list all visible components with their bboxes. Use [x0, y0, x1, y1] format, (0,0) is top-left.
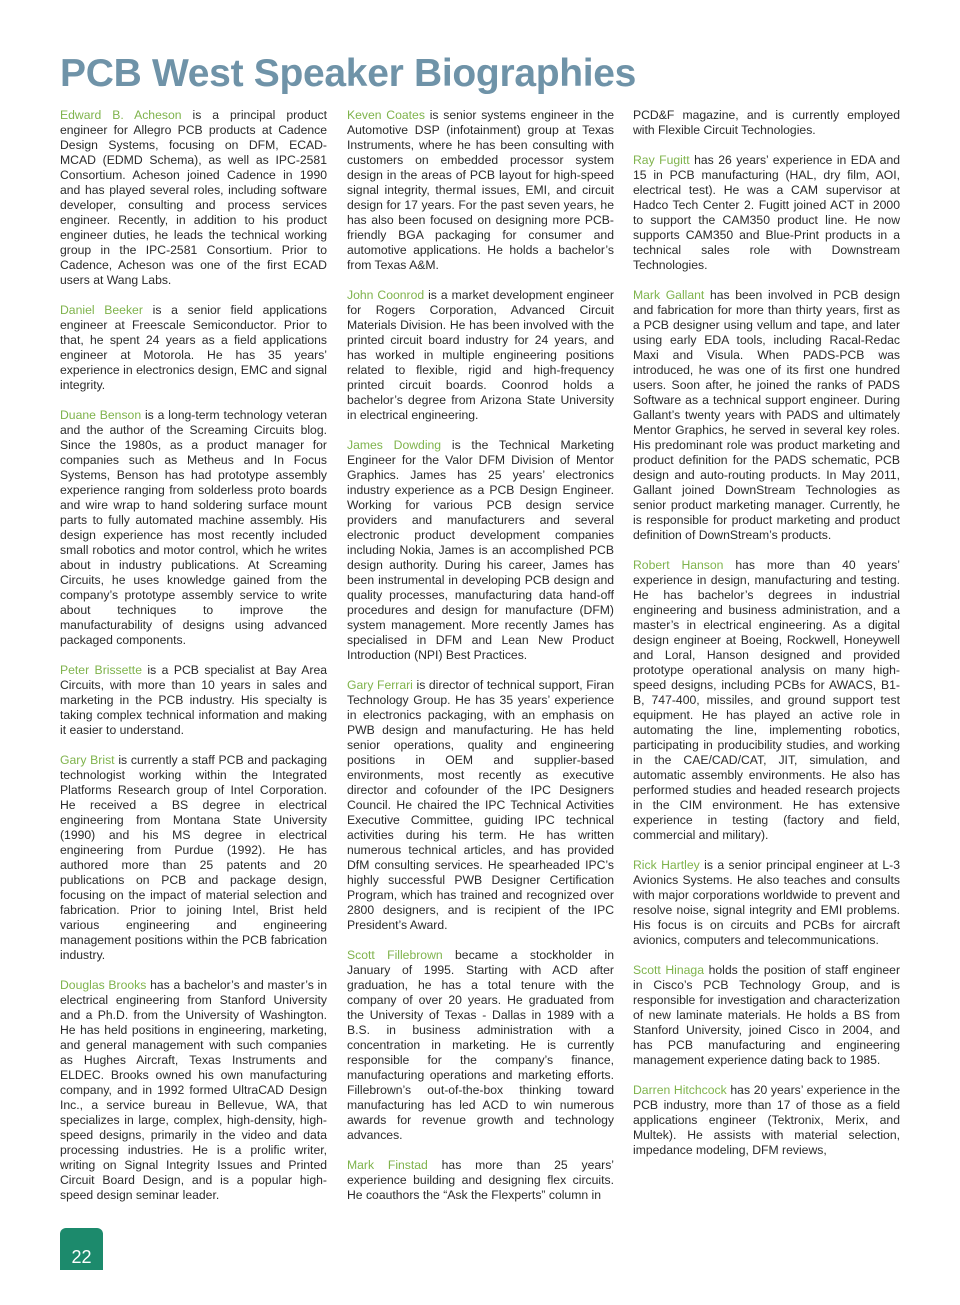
speaker-bio — [347, 108, 614, 273]
speaker-bio — [347, 438, 614, 663]
speaker-name: Robert Hanson — [633, 558, 724, 572]
speaker-name: Scott Fillebrown — [347, 948, 443, 962]
speaker-name: Darren Hitchcock — [633, 1083, 727, 1097]
speaker-name: Edward B. Acheson — [60, 108, 182, 122]
speaker-bio-text: has been involved in PCB design and fabrication for more than thirty years, first as a PCB designer using vellum and tape, and later using early EDA tools, including Racal-Redac Maxi and Visula. When PADS-PCB was introduced, he was one of its first one hundred users. Soon after, he joined the ranks of PADS Software as a technical support engineer. During Gallant’s twenty years with PADS and ultimately Mentor Graphics, he served in several key roles. His predominant role was product marketing and product definition for the PADS schematic, PCB design and auto-routing products. In May 2011, Gallant joined DownStream Technologies as senior product marketing manager. Currently, he is responsible for product marketing and product definition of DownStream’s products. — [633, 288, 900, 542]
speaker-bio — [60, 108, 327, 288]
speaker-bio — [633, 1083, 900, 1158]
speaker-name: Scott Hinaga — [633, 963, 704, 977]
speaker-bio-text: is a senior principal engineer at L-3 Avionics Systems. He also teaches and consults with major corporations worldwide to prevent and resolve noise, signal integrity and EMI problems. His focus is on circuits and PCBs for aircraft avionics, computers and telecommunications. — [633, 858, 901, 947]
speaker-name: Mark Finstad — [347, 1158, 428, 1172]
speaker-bio-text: is the Technical Marketing Engineer for the Valor DFM Division of Mentor Graphics. James has 25 years’ electronics industry experience as a PCB Design Engineer. Working for various PCB design service providers and manufacturers and several electronic product development companies including Nokia, James is an accomplished PCB design authority. During his career, James has been instrumental in developing PCB design and quality processes, manufacturing data hand-off procedures and design for manufacture (DFM) system management. More recently James has specialised in DFM and Lean New Product Introduction (NPI) Best Practices. — [347, 438, 614, 662]
speaker-name: John Coonrod — [347, 288, 425, 302]
speaker-bio — [633, 858, 900, 948]
speaker-bio — [60, 978, 327, 1203]
speaker-bio — [633, 108, 900, 138]
column-3 — [633, 108, 900, 1173]
speaker-name: Gary Brist — [60, 753, 115, 767]
speaker-bio — [633, 558, 900, 843]
speaker-bio-text: PCD&F magazine, and is currently employed with Flexible Circuit Technologies. — [633, 108, 900, 137]
speaker-bio-text: is senior systems engineer in the Automotive DSP (infotainment) group at Texas Instruments, where he has been consulting with customers on embedded processor system design in the areas of PCB layout for high-speed signal integrity, thermal issues, EMI, and circuit design for 17 years. For the past seven years, he has also been focused on designing more PCB-friendly BGA packaging for consumer and automotive applications. He holds a bachelor’s from Texas A&M. — [347, 108, 615, 272]
speaker-name: Douglas Brooks — [60, 978, 147, 992]
speaker-bio — [347, 1158, 614, 1203]
speaker-bio-text: has more than 25 years’ experience building and designing flex circuits. He coauthors the “Ask the Flexperts” column in — [347, 1158, 614, 1202]
speaker-name: James Dowding — [347, 438, 442, 452]
speaker-name: Rick Hartley — [633, 858, 700, 872]
speaker-name: Keven Coates — [347, 108, 425, 122]
speaker-bio-text: is currently a staff PCB and packaging technologist working within the Integrated Platforms Research group of Intel Corporation. He received a BS degree in electrical engineering from Montana State University (1990) and his MS degree in electrical engineering from Purdue (1992). He has authored more than 25 patents and 20 publications on PCB and package design, focusing on the impact of material selection and fabrication. Prior to joining Intel, Brist held various engineering and engineering management positions within the PCB fabrication industry. — [60, 753, 327, 962]
column-2 — [347, 108, 614, 1218]
speaker-bio — [60, 663, 327, 738]
speaker-bio — [347, 678, 614, 933]
speaker-bio — [347, 948, 614, 1143]
speaker-name: Peter Brissette — [60, 663, 142, 677]
speaker-name: Ray Fugitt — [633, 153, 690, 167]
speaker-bio — [60, 753, 327, 963]
speaker-bio-text: is a long-term technology veteran and the author of the Screaming Circuits blog. Since the 1980s, as a product manager for companies such as Metheus and In Focus Systems, Benson has had prototype assembly experience ranging from solderless proto boards and wire wrap to hand soldering surface mount parts to fully automated machine assembly. His design experience has most recently included small robotics and motor control, which he writes about in industry publications. At Screaming Circuits, he uses knowledge gained from the company’s prototype assembly service to write about techniques to improve the manufacturability of designs using advanced packaged components. — [60, 408, 328, 647]
speaker-bio-text: has more than 40 years’ experience in design, manufacturing and testing. He has bachelor’s degrees in industrial engineering and business administration, and a master’s in electrical engineering. As a digital design engineer at Boeing, Rockwell, Honeywell and Loral, Hanson designed and provided prototype operational analysis on many high-speed designs, including PCBs for AWACS, B1-B, 747-400, missiles, and ground support test equipment. He has played an active role in automating the line, implementing robotics, participating in producibility studies, and working in the CAE/CAD/CAT, JIT, simulation, and automatic assembly environments. He also has performed studies and headed research projects in the CIM environment. He has extensive experience in testing (factory and field, commercial and military). — [633, 558, 900, 842]
speaker-bio — [60, 408, 327, 648]
speaker-bio — [633, 153, 900, 273]
speaker-name: Duane Benson — [60, 408, 142, 422]
speaker-name: Gary Ferrari — [347, 678, 413, 692]
speaker-bio-text: holds the position of staff engineer in Cisco’s PCB Technology Group, and is responsible for investigation and characterization of new laminate materials. He holds a BS from Stanford University, joined Cisco in 2004, and has PCB manufacturing and engineering management experience dating back to 1985. — [633, 963, 901, 1067]
speaker-bio-text: is a market development engineer for Rogers Corporation, Advanced Circuit Materials Division. He has been involved with the printed circuit board industry for 24 years, and has worked in multiple engineering positions related to flexible, rigid and high-frequency printed circuit boards. Coonrod holds a bachelor’s degree from Arizona State University in electrical engineering. — [347, 288, 614, 422]
speaker-bio-text: is a PCB specialist at Bay Area Circuits, with more than 10 years in sales and marketing in the PCB industry. His specialty is taking complex technical information and making it easier to understand. — [60, 663, 328, 737]
speaker-bio-text: became a stockholder in January of 1995. Starting with ACD after graduation, he has a total tenure with the company of over 20 years. He graduated from the University of Texas - Dallas in 1989 with a B.S. in business administration with a concentration in marketing. He is currently responsible for the company’s finance, manufacturing operations and marketing efforts. Fillebrown’s out-of-the-box thinking toward manufacturing has led ACD to win numerous awards for revenue growth and technology advances. — [347, 948, 615, 1142]
page-number: 22 — [71, 1247, 92, 1267]
speaker-name: Daniel Beeker — [60, 303, 143, 317]
speaker-bio-text: is a principal product engineer for Allegro PCB products at Cadence Design Systems, focusing on DFM, ECAD-MCAD (EDMD Schema), as well as IPC-2581 Consortium. Acheson joined Cadence in 1990 and has played several roles, including software developer, consulting and process services engineer. Recently, in addition to his product engineer duties, he leads the technical working group in the IPC-2581 Consortium. Prior to Cadence, Acheson was one of the first ECAD users at Wang Labs. — [60, 108, 327, 287]
speaker-bio-text: has 26 years’ experience in EDA and 15 in PCB manufacturing (HAL, dry film, AOI, electrical test). He was a CAM supervisor at Hadco Tech Center 2. Fugitt joined ACT in 2000 to support the CAM350 product line. He now supports CAM350 and Blue-Print products in a technical sales role with Downstream Technologies. — [633, 153, 900, 272]
speaker-bio — [633, 963, 900, 1068]
column-1 — [60, 108, 327, 1218]
speaker-bio-text: has 20 years’ experience in the PCB industry, more than 17 of those as a field applications engineer (Tektronix, Merix, and Multek). He assists with material selection, impedance modeling, DFM reviews, — [633, 1083, 901, 1157]
page-title: PCB West Speaker Biographies — [60, 52, 637, 95]
speaker-bio — [633, 288, 900, 543]
page-number-badge — [60, 1228, 103, 1270]
speaker-name: Mark Gallant — [633, 288, 705, 302]
speaker-bio-text: is director of technical support, Firan Technology Group. He has 35 years’ experience in electronics packaging, with an emphasis on PWB design and manufacturing. He has held senior operations, quality and engineering positions in OEM and supplier-based environments, most recently as executive director and cofounder of the IPC Designers Council. He chaired the IPC Technical Activities Executive Committee, guiding IPC technical activities during his term. He has written numerous technical articles, and has provided DfM consulting services. He spearheaded IPC’s highly successful PWB Designer Certification Program, which has trained and recognized over 2800 designers, and is recipient of the IPC President’s Award. — [347, 678, 615, 932]
speaker-bio — [60, 303, 327, 393]
speaker-bio-text: has a bachelor’s and master’s in electrical engineering from Stanford University and a Ph.D. from the University of Washington. He has held positions in engineering, marketing, and general management with such companies as Hughes Aircraft, Texas Instruments and ELDEC. Brooks owned his own manufacturing company, and in 1992 formed UltraCAD Design Inc., a service bureau in Bellevue, WA, that specializes in large, complex, high-density, high-speed designs, primarily in the video and data processing industries. He is a prolific writer, writing on Signal Integrity Issues and Printed Circuit Board Design, and is a popular high-speed design seminar leader. — [60, 978, 327, 1202]
speaker-bio — [347, 288, 614, 423]
speaker-bio-text: is a senior field applications engineer at Freescale Semiconductor. Prior to that, he spent 24 years as a field applications engineer at Motorola. He has 35 years’ experience in electronics design, EMC and signal integrity. — [60, 303, 327, 392]
